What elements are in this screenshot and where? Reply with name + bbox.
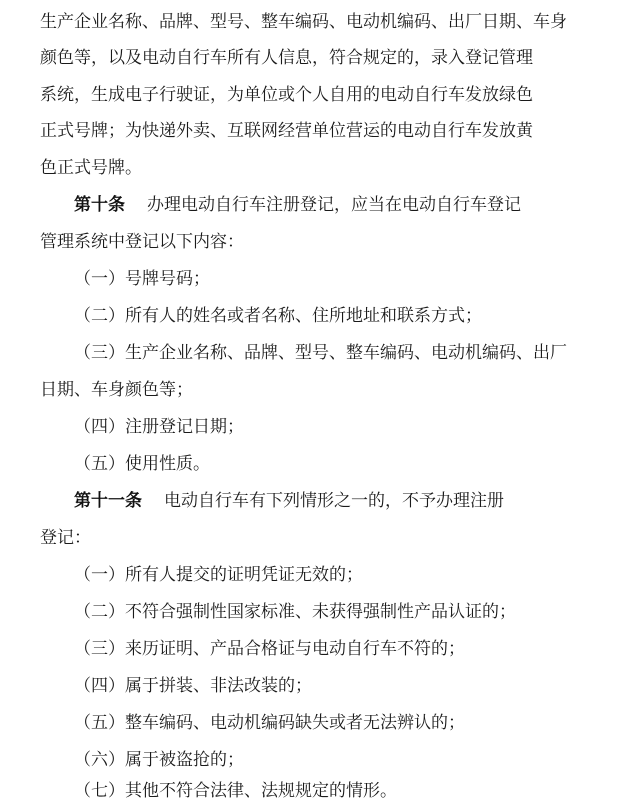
line-text: （四）注册登记日期； — [74, 417, 244, 437]
list-item — [0, 335, 627, 371]
list-item — [0, 409, 627, 445]
list-item — [0, 594, 627, 630]
text-line — [0, 520, 627, 556]
line-text: （七）其他不符合法律、法规规定的情形。 — [74, 781, 397, 801]
line-text: 办理电动自行车注册登记，应当在电动自行车登记 — [147, 195, 521, 215]
line-text: 电动自行车有下列情形之一的，不予办理注册 — [164, 491, 504, 511]
list-item — [0, 261, 627, 297]
text-line — [0, 40, 627, 76]
article-number: 第十一条 — [74, 491, 142, 511]
list-item — [0, 631, 627, 667]
list-item — [0, 446, 627, 482]
article-number: 第十条 — [74, 195, 125, 215]
line-text: 色正式号牌。 — [40, 158, 142, 178]
list-item — [0, 668, 627, 704]
line-text: （二）不符合强制性国家标准、未获得强制性产品认证的； — [74, 602, 516, 622]
text-line — [0, 372, 627, 408]
line-text: （一）所有人提交的证明凭证无效的； — [74, 565, 363, 585]
line-text: （四）属于拼装、非法改装的； — [74, 676, 312, 696]
text-line — [0, 4, 627, 40]
line-text: 系统，生成电子行驶证，为单位或个人自用的电动自行车发放绿色 — [40, 85, 533, 105]
line-text: （五）整车编码、电动机编码缺失或者无法辨认的； — [74, 713, 465, 733]
list-item — [0, 298, 627, 334]
line-text: （二）所有人的姓名或者名称、住所地址和联系方式； — [74, 306, 482, 326]
list-item — [0, 557, 627, 593]
article-heading-line — [0, 483, 627, 519]
line-text: 生产企业名称、品牌、型号、整车编码、电动机编码、出厂日期、车身 — [40, 12, 567, 32]
line-text: 登记： — [40, 528, 91, 548]
line-text: 正式号牌；为快递外卖、互联网经营单位营运的电动自行车发放黄 — [40, 121, 533, 141]
line-text: （五）使用性质。 — [74, 454, 210, 474]
line-text: （三）生产企业名称、品牌、型号、整车编码、电动机编码、出厂 — [74, 343, 567, 363]
line-text: （三）来历证明、产品合格证与电动自行车不符的； — [74, 639, 465, 659]
list-item — [0, 705, 627, 741]
list-item — [0, 773, 627, 809]
text-line — [0, 224, 627, 260]
text-line — [0, 113, 627, 149]
line-text: 颜色等，以及电动自行车所有人信息，符合规定的，录入登记管理 — [40, 48, 533, 68]
line-text: （一）号牌号码； — [74, 269, 210, 289]
line-text: 日期、车身颜色等； — [40, 380, 193, 400]
article-heading-line — [0, 187, 627, 223]
line-text: （六）属于被盗抢的； — [74, 750, 244, 770]
line-text: 管理系统中登记以下内容： — [40, 232, 244, 252]
text-line — [0, 77, 627, 113]
text-line — [0, 150, 627, 186]
